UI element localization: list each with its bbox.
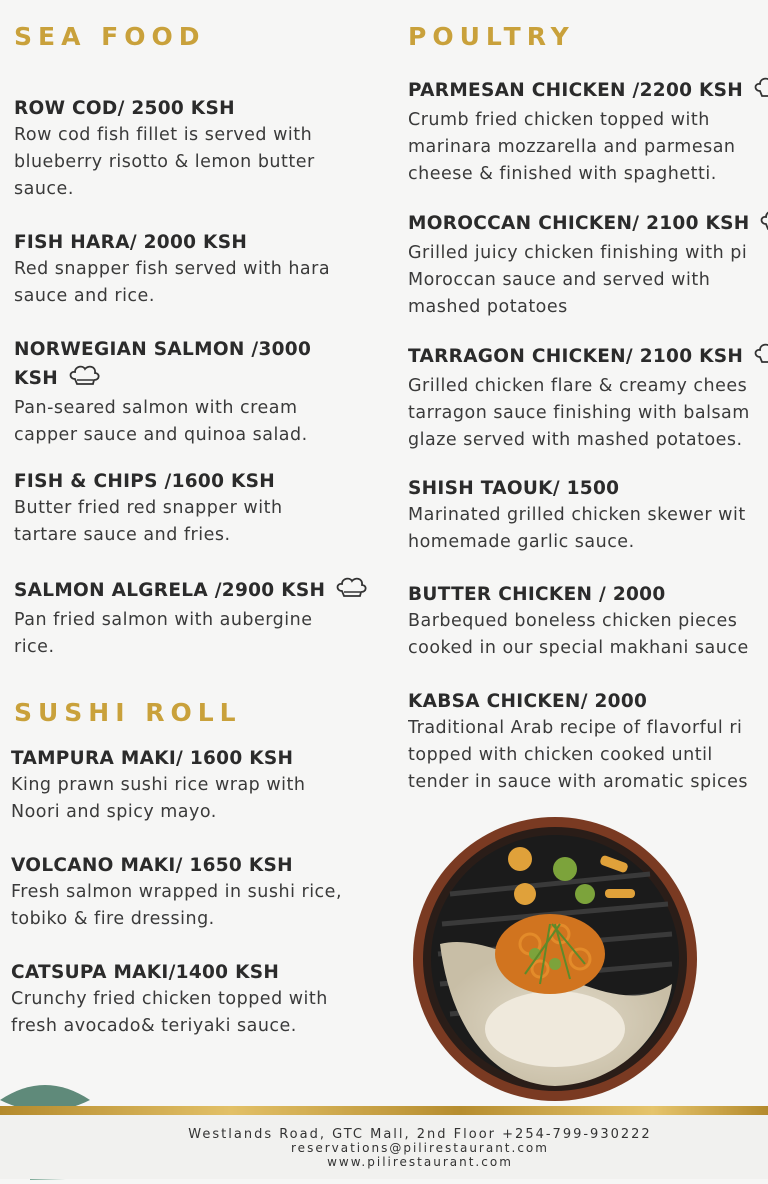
item-name-row xyxy=(408,341,768,373)
menu-item xyxy=(14,468,283,549)
item-desc-line: fresh avocado& teriyaki sauce. xyxy=(11,1016,297,1036)
item-name-row xyxy=(408,208,768,240)
item-desc-line: marinara mozzarella and parmesan xyxy=(408,137,736,157)
item-desc-line: capper sauce and quinoa salad. xyxy=(14,425,308,445)
item-desc-line: Red snapper fish served with hara xyxy=(14,259,331,279)
menu-item xyxy=(14,229,330,310)
item-name: ROW COD/ 2500 KSH xyxy=(14,98,235,119)
item-desc-line: Traditional Arab recipe of flavorful ri xyxy=(408,718,743,738)
menu-item xyxy=(408,475,746,556)
item-name: PARMESAN CHICKEN /2200 KSH xyxy=(408,80,744,101)
item-desc-line: Fresh salmon wrapped in sushi rice, xyxy=(11,882,343,902)
item-desc-line: Marinated grilled chicken skewer wit xyxy=(408,505,746,525)
item-desc-line: homemade garlic sauce. xyxy=(408,532,635,552)
menu-item xyxy=(14,575,368,661)
item-name-row xyxy=(408,75,768,107)
item-name: VOLCANO MAKI/ 1650 KSH xyxy=(11,855,293,876)
menu-item xyxy=(14,336,311,449)
item-desc-line: cooked in our special makhani sauce xyxy=(408,638,749,658)
menu-item xyxy=(408,581,749,662)
chef-hat-icon xyxy=(67,363,101,395)
item-desc-line: topped with chicken cooked until xyxy=(408,745,713,765)
menu-item xyxy=(11,745,305,826)
chef-hat-icon xyxy=(758,208,768,240)
item-name: SHISH TAOUK/ 1500 xyxy=(408,478,620,499)
item-desc-line: King prawn sushi rice wrap with xyxy=(11,775,306,795)
item-name: KABSA CHICKEN/ 2000 xyxy=(408,691,648,712)
item-name: MOROCCAN CHICKEN/ 2100 KSH xyxy=(408,213,750,234)
item-name-suffix: KSH xyxy=(14,368,59,389)
item-desc-line: Moroccan sauce and served with xyxy=(408,270,711,290)
seafood-title: SEA FOOD xyxy=(14,22,206,51)
item-name: BUTTER CHICKEN / 2000 xyxy=(408,584,666,605)
item-desc-line: Pan fried salmon with aubergine xyxy=(14,610,313,630)
item-desc-line: Barbequed boneless chicken pieces xyxy=(408,611,738,631)
item-desc-line: sauce and rice. xyxy=(14,286,155,306)
item-desc-line: cheese & finished with spaghetti. xyxy=(408,164,717,184)
menu-item xyxy=(11,852,342,933)
dish-photo xyxy=(410,814,700,1108)
menu-item xyxy=(14,95,315,203)
item-desc-line: Crunchy fried chicken topped with xyxy=(11,989,328,1009)
menu-item xyxy=(408,341,768,454)
item-desc-line: mashed potatoes xyxy=(408,297,568,317)
item-name-row xyxy=(14,575,368,607)
right-column xyxy=(408,0,768,820)
footer xyxy=(0,1115,768,1179)
item-desc-line: tarragon sauce finishing with balsam xyxy=(408,403,750,423)
item-name: CATSUPA MAKI/1400 KSH xyxy=(11,962,280,983)
footer-address: Westlands Road, GTC Mall, 2nd Floor +254-799-930222 xyxy=(188,1127,652,1142)
item-name: SALMON ALGRELA /2900 KSH xyxy=(14,580,326,601)
item-name: FISH HARA/ 2000 KSH xyxy=(14,232,248,253)
item-desc-line: Grilled juicy chicken finishing with pi xyxy=(408,243,748,263)
item-name: TAMPURA MAKI/ 1600 KSH xyxy=(11,748,294,769)
item-name: TARRAGON CHICKEN/ 2100 KSH xyxy=(408,346,744,367)
item-desc-line: Pan-seared salmon with cream xyxy=(14,398,298,418)
gold-divider xyxy=(0,1106,768,1115)
item-desc-line: Grilled chicken flare & creamy chees xyxy=(408,376,748,396)
menu-item xyxy=(408,208,768,321)
chef-hat-icon xyxy=(334,575,368,607)
menu-item xyxy=(408,688,748,796)
sushi-title: SUSHI ROLL xyxy=(14,698,242,727)
item-desc-line: tartare sauce and fries. xyxy=(14,525,231,545)
item-desc-line: glaze served with mashed potatoes. xyxy=(408,430,743,450)
menu-item xyxy=(408,75,768,188)
item-name: FISH & CHIPS /1600 KSH xyxy=(14,471,276,492)
footer-email: reservations@pilirestaurant.com xyxy=(291,1141,549,1155)
item-desc-line: sauce. xyxy=(14,179,74,199)
item-desc-line: Crumb fried chicken topped with xyxy=(408,110,710,130)
chef-hat-icon xyxy=(752,341,768,373)
item-desc-line: Butter fried red snapper with xyxy=(14,498,283,518)
item-desc-line: Noori and spicy mayo. xyxy=(11,802,217,822)
item-name: NORWEGIAN SALMON /3000 xyxy=(14,339,312,360)
item-desc-line: tender in sauce with aromatic spices xyxy=(408,772,748,792)
item-desc-line: blueberry risotto & lemon butter xyxy=(14,152,315,172)
item-desc-line: tobiko & fire dressing. xyxy=(11,909,215,929)
poultry-title: POULTRY xyxy=(408,22,575,51)
item-name-cont xyxy=(14,363,311,395)
item-desc-line: Row cod fish fillet is served with xyxy=(14,125,313,145)
item-desc-line: rice. xyxy=(14,637,55,657)
chef-hat-icon xyxy=(752,75,768,107)
menu-item xyxy=(11,959,328,1040)
footer-website: www.pilirestaurant.com xyxy=(327,1155,513,1169)
